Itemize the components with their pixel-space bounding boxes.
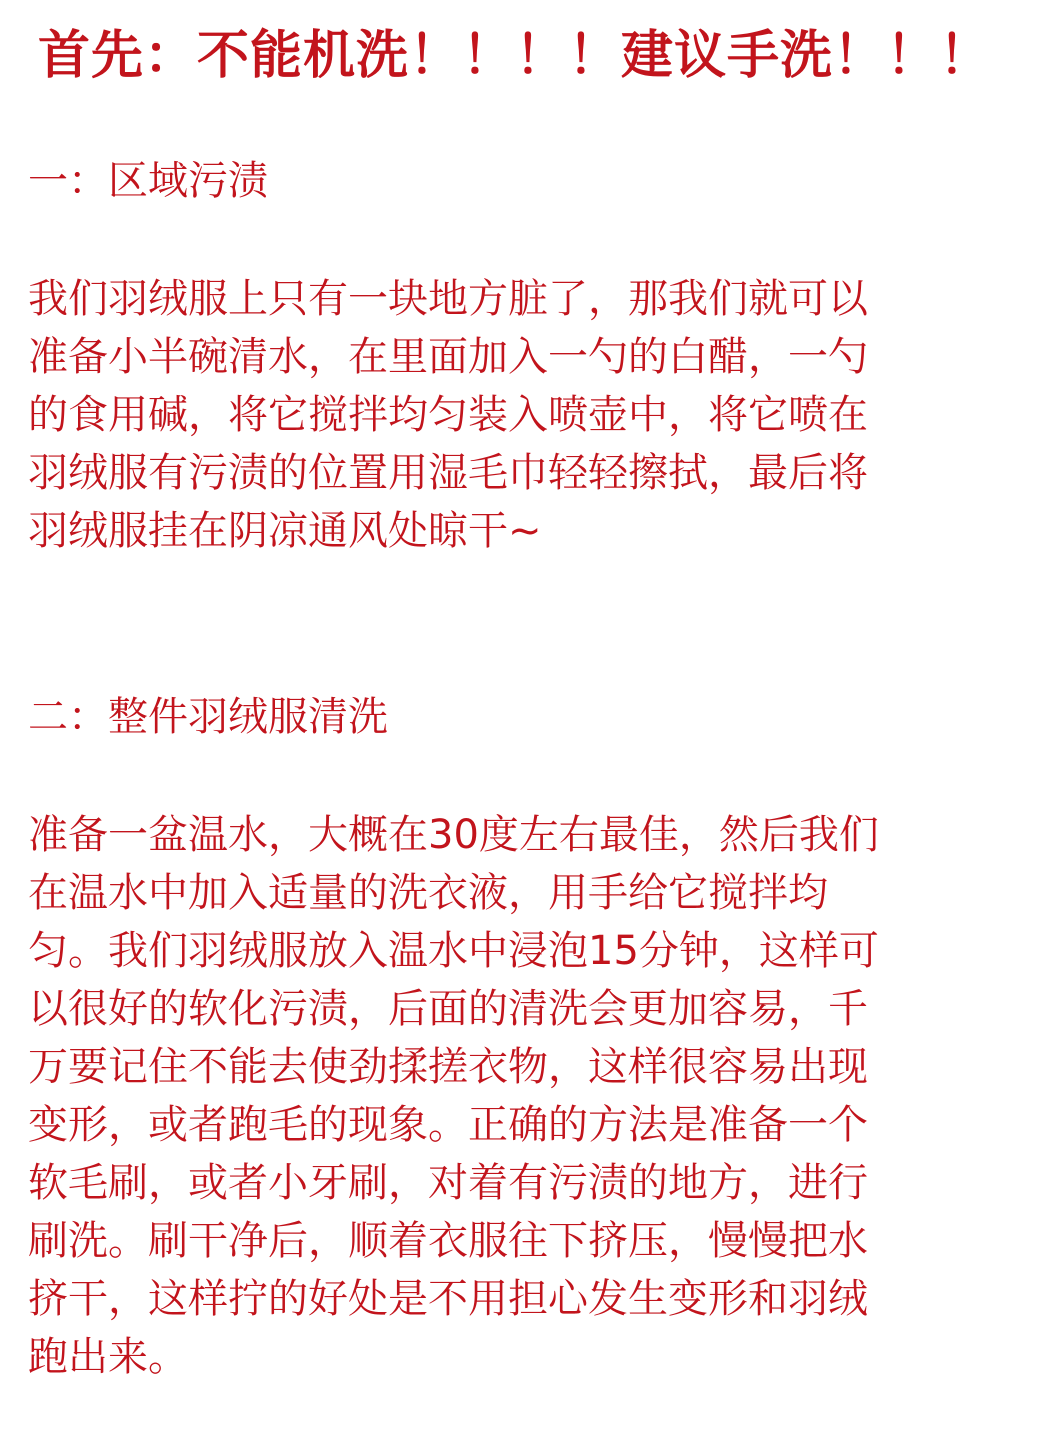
section-body-area-stains bbox=[28, 270, 1018, 560]
text-line: 我们羽绒服上只有一块地方脏了，那我们就可以 bbox=[28, 276, 868, 322]
text-line: 刷洗。刷干净后，顺着衣服往下挤压，慢慢把水 bbox=[28, 1218, 868, 1264]
section-heading-area-stains: 一：区域污渍 bbox=[28, 158, 268, 204]
page-title: 首先：不能机洗！！！！建议手洗！！！ bbox=[38, 25, 993, 86]
text-line: 变形，或者跑毛的现象。正确的方法是准备一个 bbox=[28, 1102, 868, 1148]
text-line: 在温水中加入适量的洗衣液，用手给它搅拌均 bbox=[28, 870, 828, 916]
text-line: 跑出来。 bbox=[28, 1334, 188, 1380]
text-line: 羽绒服挂在阴凉通风处晾干~ bbox=[28, 508, 542, 554]
text-line: 匀。我们羽绒服放入温水中浸泡15分钟，这样可 bbox=[28, 928, 879, 974]
text-line: 万要记住不能去使劲揉搓衣物，这样很容易出现 bbox=[28, 1044, 868, 1090]
section-body-whole-wash bbox=[28, 806, 1018, 1386]
text-line: 挤干，这样拧的好处是不用担心发生变形和羽绒 bbox=[28, 1276, 868, 1322]
text-line: 羽绒服有污渍的位置用湿毛巾轻轻擦拭，最后将 bbox=[28, 450, 868, 496]
text-line: 的食用碱，将它搅拌均匀装入喷壶中，将它喷在 bbox=[28, 392, 868, 438]
text-line: 以很好的软化污渍，后面的清洗会更加容易，千 bbox=[28, 986, 868, 1032]
text-line: 准备小半碗清水，在里面加入一勺的白醋，一勺 bbox=[28, 334, 868, 380]
text-line: 软毛刷，或者小牙刷，对着有污渍的地方，进行 bbox=[28, 1160, 868, 1206]
section-heading-whole-wash: 二：整件羽绒服清洗 bbox=[28, 694, 388, 740]
text-line: 准备一盆温水，大概在30度左右最佳，然后我们 bbox=[28, 812, 879, 858]
